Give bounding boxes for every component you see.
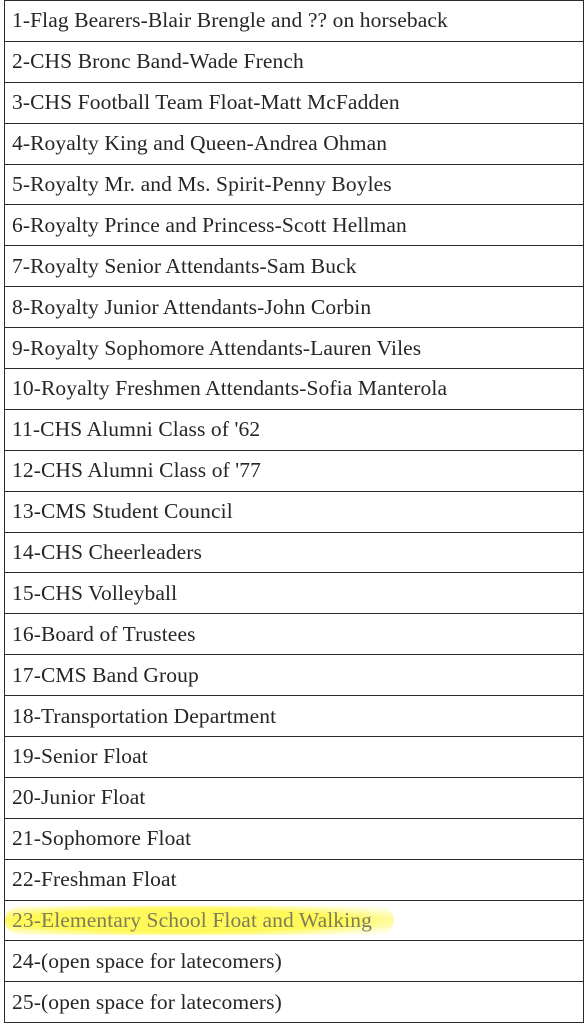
table-row [5, 369, 584, 410]
table-cell: 8-Royalty Junior Attendants-John Corbin [5, 287, 584, 328]
table-cell: 17-CMS Band Group [5, 655, 584, 696]
table-row [5, 818, 584, 859]
table-row [5, 655, 584, 696]
parade-lineup-sheet [4, 0, 584, 1022]
table-cell: 20-Junior Float [5, 777, 584, 818]
table-cell: 1-Flag Bearers-Blair Brengle and ?? on horseback [5, 1, 584, 42]
table-row [5, 82, 584, 123]
table-row [5, 941, 584, 982]
table-cell: 14-CHS Cheerleaders [5, 532, 584, 573]
table-cell: 22-Freshman Float [5, 859, 584, 900]
table-cell: 25-(open space for latecomers) [5, 982, 584, 1023]
table-row-highlighted [5, 900, 584, 941]
table-cell: 10-Royalty Freshmen Attendants-Sofia Manterola [5, 369, 584, 410]
table-row [5, 328, 584, 369]
table-cell: 24-(open space for latecomers) [5, 941, 584, 982]
table-cell: 2-CHS Bronc Band-Wade French [5, 41, 584, 82]
table-row [5, 982, 584, 1023]
table-row [5, 41, 584, 82]
table-cell: 16-Board of Trustees [5, 614, 584, 655]
table-row [5, 123, 584, 164]
table-cell: 5-Royalty Mr. and Ms. Spirit-Penny Boyles [5, 164, 584, 205]
table-cell: 4-Royalty King and Queen-Andrea Ohman [5, 123, 584, 164]
table-cell: 12-CHS Alumni Class of '77 [5, 450, 584, 491]
table-row [5, 532, 584, 573]
table-cell-highlighted [5, 900, 584, 941]
table-row [5, 287, 584, 328]
table-row [5, 859, 584, 900]
table-row [5, 573, 584, 614]
parade-lineup-table [4, 0, 584, 1023]
table-row [5, 450, 584, 491]
table-cell: 6-Royalty Prince and Princess-Scott Hellman [5, 205, 584, 246]
table-cell: 21-Sophomore Float [5, 818, 584, 859]
table-row [5, 777, 584, 818]
table-row [5, 1, 584, 42]
table-row [5, 614, 584, 655]
table-row [5, 246, 584, 287]
table-cell: 15-CHS Volleyball [5, 573, 584, 614]
table-row [5, 737, 584, 778]
table-row [5, 409, 584, 450]
table-cell: 18-Transportation Department [5, 696, 584, 737]
table-row [5, 164, 584, 205]
table-cell: 11-CHS Alumni Class of '62 [5, 409, 584, 450]
table-row [5, 205, 584, 246]
table-cell: 7-Royalty Senior Attendants-Sam Buck [5, 246, 584, 287]
highlighter-mark: 23-Elementary School Float and Walking [5, 906, 394, 935]
table-cell: 13-CMS Student Council [5, 491, 584, 532]
table-row [5, 696, 584, 737]
table-cell: 3-CHS Football Team Float-Matt McFadden [5, 82, 584, 123]
table-cell: 19-Senior Float [5, 737, 584, 778]
table-cell: 9-Royalty Sophomore Attendants-Lauren Viles [5, 328, 584, 369]
table-row [5, 491, 584, 532]
